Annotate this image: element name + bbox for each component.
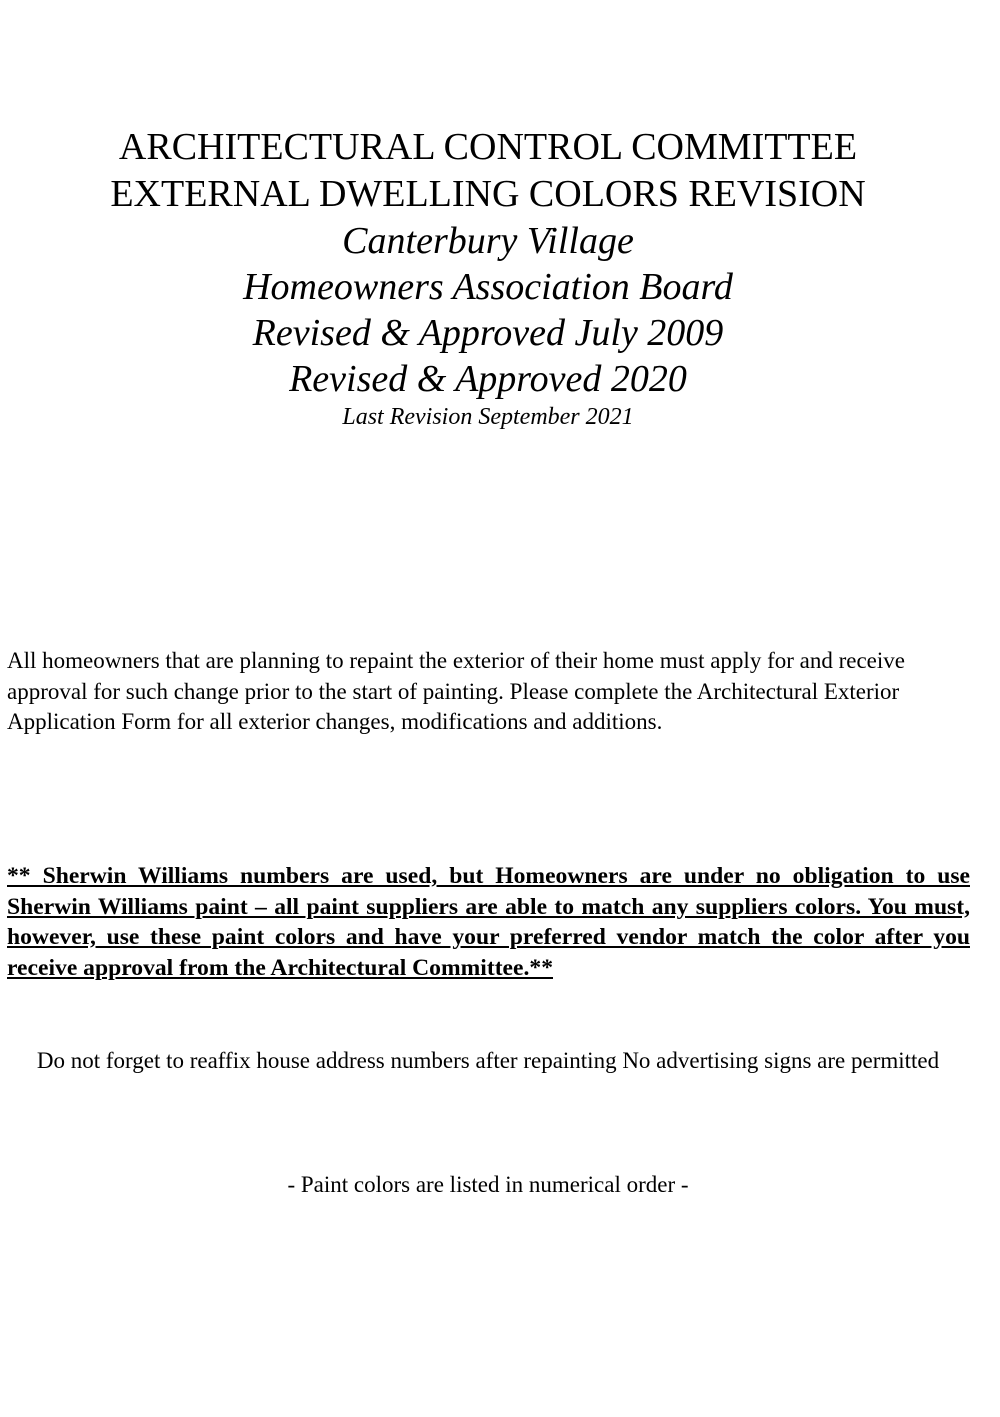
approval-2020: Revised & Approved 2020 (289, 358, 687, 400)
last-revision: Last Revision September 2021 (342, 404, 634, 430)
committee-title: ARCHITECTURAL CONTROL COMMITTEE (118, 126, 858, 168)
address-reminder: Do not forget to reaffix house address numbers after repainting No advertising signs are permitted (36, 1048, 940, 1073)
intro-paragraph: All homeowners that are planning to repaint the exterior of their home must apply for and receive approval for such change prior to the start of painting. Please complete the Architectural Exterior Application Form for all exterior changes, modifications and additions. (7, 648, 905, 734)
paint-supplier-notice: ** Sherwin Williams numbers are used, but Homeowners are under no obligation to use Sherwin Williams paint – all paint suppliers are able to match any suppliers colors. You must, however, use these paint colors and have your preferred vendor match the color after you receive approval from the Architectural Committee.** (7, 863, 970, 981)
document-header (0, 124, 976, 432)
board-name: Homeowners Association Board (243, 266, 733, 308)
order-note: - Paint colors are listed in numerical order - (287, 1172, 689, 1197)
community-name: Canterbury Village (342, 220, 634, 262)
approval-2009: Revised & Approved July 2009 (252, 312, 724, 354)
revision-title: EXTERNAL DWELLING COLORS REVISION (110, 173, 866, 215)
